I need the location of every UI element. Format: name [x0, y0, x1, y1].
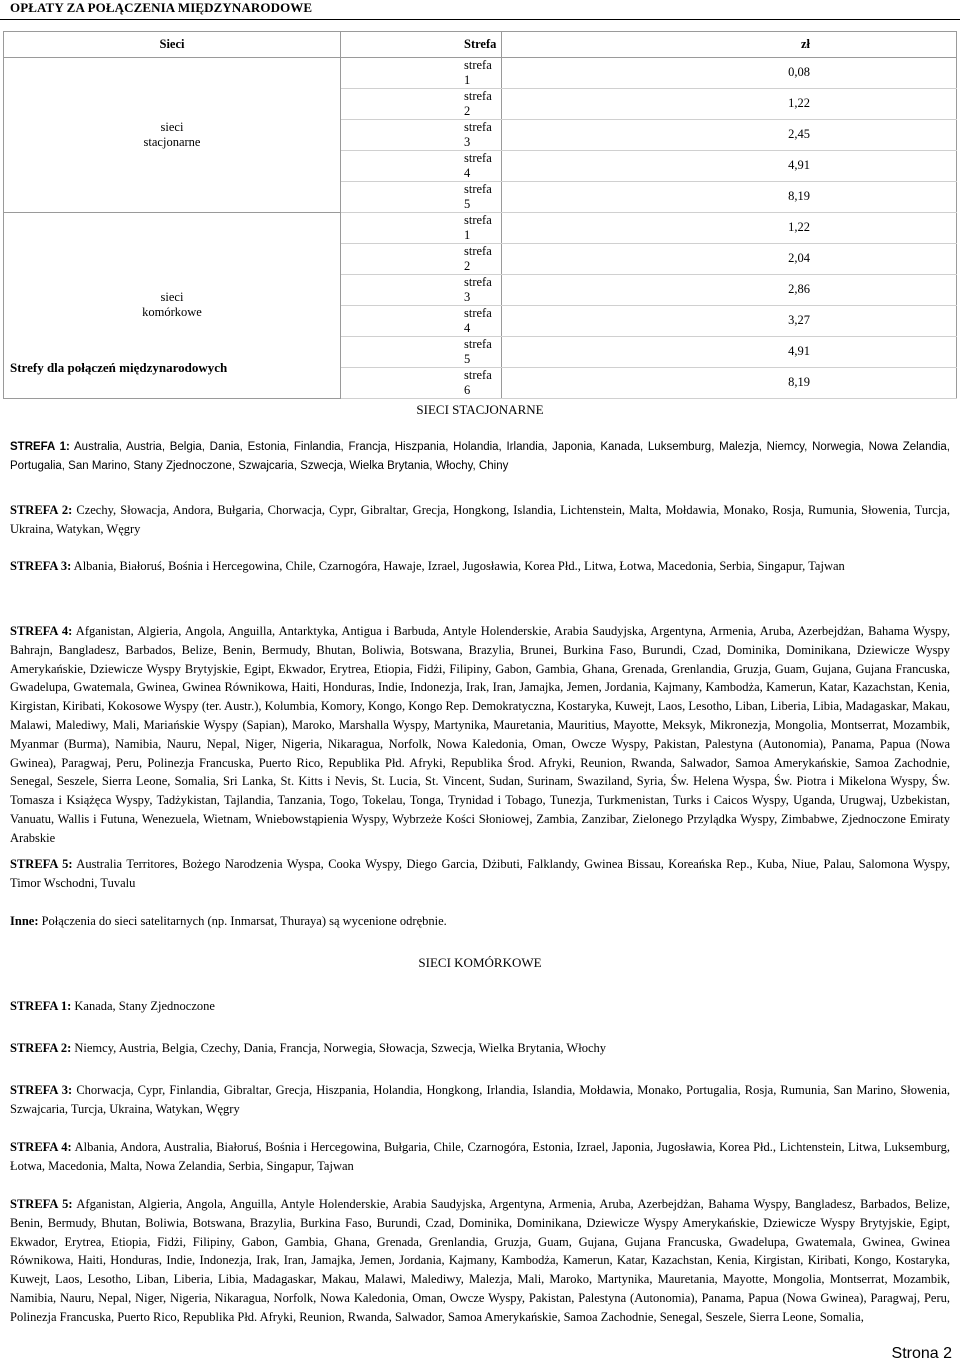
landline-zone-3 — [10, 557, 950, 576]
zone-label: STREFA 3: — [10, 1083, 73, 1097]
landline-zone-2 — [10, 501, 950, 539]
mobile-heading: SIECI KOMÓRKOWE — [418, 955, 542, 970]
zone-countries: Kanada, Stany Zjednoczone — [71, 999, 215, 1013]
zone-countries: Czechy, Słowacja, Andora, Bułgaria, Chorwacja, Cypr, Gibraltar, Grecja, Hongkong, Islandia, Lichtenstein, Malta, Mołdawia, Monako, Rosja, Rumunia, Słowenia, Turcja, Ukraina, Watykan, Węgry — [10, 503, 950, 536]
zone-label: STREFA 4: — [10, 624, 73, 638]
landline-zone-1 — [10, 438, 950, 476]
price-cell: 0,08 — [502, 57, 957, 88]
table-row — [4, 57, 957, 88]
table-header-row — [4, 32, 957, 58]
mobile-zone-4 — [10, 1138, 950, 1176]
zone-countries: Niemcy, Austria, Belgia, Czechy, Dania, Francja, Norwegia, Słowacja, Szwecja, Wielka Brytania, Włochy — [71, 1041, 606, 1055]
zone-label: STREFA 2: — [10, 1041, 72, 1055]
mobile-zone-1 — [10, 997, 950, 1016]
zone-countries: Australia Territores, Bożego Narodzenia Wyspa, Cooka Wyspy, Diego Garcia, Dżibuti, Falklandy, Gwinea Bissau, Koreańska Rep., Kuba, Niue, Palau, Salomona Wyspy, Timor Wschodni, Tuvalu — [10, 857, 950, 890]
zone-cell: strefa 6 — [341, 367, 502, 398]
zone-cell: strefa 5 — [341, 181, 502, 212]
price-cell: 2,45 — [502, 119, 957, 150]
zone-cell: strefa 3 — [341, 119, 502, 150]
network-cell: sieci stacjonarne — [4, 57, 341, 212]
landline-heading: SIECI STACJONARNE — [416, 402, 544, 417]
zone-label: STREFA 5: — [10, 857, 73, 871]
mobile-zone-5 — [10, 1195, 950, 1331]
zone-cell: strefa 5 — [341, 336, 502, 367]
price-cell: 8,19 — [502, 181, 957, 212]
price-cell: 3,27 — [502, 305, 957, 336]
landline-other — [10, 912, 950, 931]
fees-table-body — [4, 57, 957, 398]
fees-table — [3, 31, 957, 399]
mobile-zone-2 — [10, 1039, 950, 1058]
zone-countries: Albania, Andora, Australia, Białoruś, Bośnia i Hercegowina, Bułgaria, Chile, Czarnogóra, Estonia, Izrael, Japonia, Jugosławia, Korea Płd., Lichtenstein, Litwa, Luksemburg, Łotwa, Macedonia, Malta, Nowa Zelandia, Serbia, Singapur, Tajwan — [10, 1140, 950, 1173]
header-zone — [341, 32, 502, 58]
zones-heading: Strefy dla połączeń międzynarodowych — [10, 360, 228, 375]
mobile-zone-3 — [10, 1081, 950, 1119]
zone-label: STREFA 2: — [10, 503, 73, 517]
title-divider — [0, 19, 960, 20]
zone-countries: Chorwacja, Cypr, Finlandia, Gibraltar, Grecja, Hiszpania, Holandia, Hongkong, Irlandia, Islandia, Mołdawia, Monako, Portugalia, Rosja, Rumunia, San Marino, Słowenia, Szwajcaria, Turcja, Ukraina, Watykan, Węgry — [10, 1083, 950, 1116]
zone-label: STREFA 1: — [10, 999, 72, 1013]
price-cell: 1,22 — [502, 88, 957, 119]
other-label: Inne: — [10, 914, 39, 928]
zone-label: STREFA 3: — [10, 559, 72, 573]
zone-countries: Albania, Białoruś, Bośnia i Hercegowina, Chile, Czarnogóra, Hawaje, Izrael, Jugosławia, Korea Płd., Litwa, Łotwa, Macedonia, Serbia, Singapur, Tajwan — [71, 559, 845, 573]
zone-cell: strefa 1 — [341, 57, 502, 88]
price-cell: 8,19 — [502, 367, 957, 398]
header-network: Sieci — [4, 32, 341, 58]
zone-cell: strefa 4 — [341, 150, 502, 181]
zone-label: STREFA 5: — [10, 1197, 73, 1211]
zone-cell: strefa 4 — [341, 305, 502, 336]
price-cell: 4,91 — [502, 336, 957, 367]
zone-cell: strefa 1 — [341, 212, 502, 243]
price-cell: 4,91 — [502, 150, 957, 181]
price-cell: 2,04 — [502, 243, 957, 274]
zone-cell: strefa 3 — [341, 274, 502, 305]
landline-zone-4 — [10, 622, 950, 848]
zone-cell: strefa 2 — [341, 88, 502, 119]
other-text: Połączenia do sieci satelitarnych (np. Inmarsat, Thuraya) są wycenione odrębnie. — [38, 914, 447, 928]
zone-countries: Australia, Austria, Belgia, Dania, Estonia, Finlandia, Francja, Hiszpania, Holandia, Irlandia, Japonia, Kanada, Luksemburg, Malezja, Niemcy, Norwegia, Nowa Zelandia, Portugalia, San Marino, Stany Zjednoczone, Szwajcaria, Szwecja, Wielka Brytania, Włochy, Chiny — [10, 441, 951, 472]
header-price: zł — [502, 32, 957, 58]
zone-cell: strefa 2 — [341, 243, 502, 274]
price-cell: 2,86 — [502, 274, 957, 305]
page-number: Strona 2 — [891, 1345, 952, 1362]
network-cell: sieci komórkowe — [4, 212, 341, 398]
table-row — [4, 212, 957, 243]
zone-label: STREFA 4: — [10, 1140, 72, 1154]
header-zone-label: Strefa — [464, 36, 497, 51]
zone-countries: Afganistan, Algieria, Angola, Anguilla, Antyle Holenderskie, Arabia Saudyjska, Argentyna, Armenia, Aruba, Azerbejdżan, Bahama Wyspy, Bangladesz, Barbados, Belize, Benin, Bermudy, Bhutan, Boliwia, Botswana, Brazylia, Burkina Faso, Burundi, Czad, Dominika, Dominikana, Dziewicze Wyspy Amerykańskie, Dziewicze Wyspy Brytyjskie, Egipt, Ekwador, Erytrea, Etiopia, Fidżi, Filipiny, Gabon, Gambia, Ghana, Grenada, Grenlandia, Gruzja, Guam, Gujana, Gujana Francuska, Gwadelupa, Gwatemala, Gwinea, Gwinea Równikowa, Haiti, Honduras, Indie, Indonezja, Irak, Iran, Jamajka, Jemen, Jordania, Kajmany, Kambodża, Kamerun, Katar, Kazachstan, Kenia, Kirgistan, Kiribati, Kongo, Kostaryka, Kuwejt, Laos, Lesotho, Liban, Liberia, Libia, Madagaskar, Makau, Malawi, Malediwy, Malezja, Mali, Maroko, Martynika, Mauretania, Mayotte, Mongolia, Montserrat, Mozambik, Namibia, Nauru, Nepal, Niger, Nigeria, Nikaragua, Norfolk, Nowa Kaledonia, Oman, Owcze Wyspy, Pakistan, Palestyna (Autonomia), Panama, Papua (Nowa Gwinea), Paragwaj, Peru, Polinezja Francuska, Puerto Rico, Republika Płd. Afryki, Reunion, Rwanda, Salwador, Samoa Amerykańskie, Samoa Zachodnie, Senegal, Seszele, Sierra Leone, Somalia, — [10, 1197, 950, 1324]
landline-zone-5 — [10, 855, 950, 893]
zone-countries: Afganistan, Algieria, Angola, Anguilla, Antarktyka, Antigua i Barbuda, Antyle Holenderskie, Arabia Saudyjska, Argentyna, Armenia, Aruba, Azerbejdżan, Bahama Wyspy, Bahrajn, Bangladesz, Barbados, Belize, Benin, Bermudy, Bhutan, Boliwia, Botswana, Brazylia, Brunei, Burkina Faso, Burundi, Czad, Dominika, Dominikana, Dziewicze Wyspy Amerykańskie, Dziewicze Wyspy Brytyjskie, Egipt, Ekwador, Erytrea, Etiopia, Fidżi, Filipiny, Gabon, Gambia, Ghana, Grenada, Grenlandia, Gruzja, Guam, Gujana, Gujana Francuska, Gwadelupa, Gwatemala, Gwinea, Gwinea Równikowa, Haiti, Honduras, Indie, Indonezja, Irak, Iran, Jamajka, Jemen, Jordania, Kajmany, Kambodża, Kamerun, Katar, Kazachstan, Kenia, Kirgistan, Kiribati, Kokosowe Wyspy (ter. Austr.), Kolumbia, Komory, Kongo, Kongo Rep. Demokratyczna, Kostaryka, Kuwejt, Laos, Lesotho, Liban, Liberia, Libia, Madagaskar, Makau, Malawi, Malediwy, Mali, Mariańskie Wyspy (Sapian), Maroko, Marshalla Wyspy, Martynika, Mauretania, Mauritius, Mayotte, Meksyk, Mikronezja, Mongolia, Montserrat, Mozambik, Myanmar (Burma), Namibia, Nauru, Nepal, Niger, Nigeria, Nikaragua, Norfolk, Nowa Kaledonia, Oman, Owcze Wyspy, Pakistan, Palestyna (Autonomia), Panama, Papua (Nowa Gwinea), Paragwaj, Peru, Polinezja Francuska, Puerto Rico, Republika Płd. Afryki, Republika Środ. Afryki, Reunion, Rwanda, Salwador, Samoa Amerykańskie, Samoa Zachodnie, Senegal, Seszele, Sierra Leone, Somalia, Sri Lanka, St. Kitts i Nevis, St. Lucia, St. Vincent, Sudan, Surinam, Swaziland, Syria, Św. Helena Wyspa, Św. Piotra i Mikelona Wyspy, Św. Tomasza i Książęca Wyspy, Tadżykistan, Tajlandia, Tanzania, Togo, Tokelau, Tonga, Trynidad i Tobago, Tunezja, Turkmenistan, Turks i Caicos Wyspy, Uganda, Urugwaj, Uzbekistan, Vanuatu, Wallis i Futuna, Wenezuela, Wietnam, Wniebowstąpienia Wyspy, Wybrzeże Kości Słoniowej, Zambia, Zanzibar, Zielonego Przylądka Wyspy, Zimbabwe, Zjednoczone Emiraty Arabskie — [10, 624, 950, 845]
price-cell: 1,22 — [502, 212, 957, 243]
zone-label: STREFA 1: — [10, 441, 70, 453]
page-title: OPŁATY ZA POŁĄCZENIA MIĘDZYNARODOWE — [10, 0, 313, 15]
